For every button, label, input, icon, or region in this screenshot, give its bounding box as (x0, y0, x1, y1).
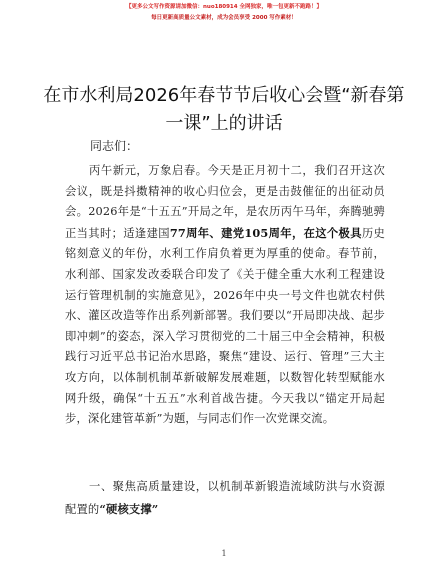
salutation: 同志们： (90, 139, 139, 153)
document-title: 在市水利局2026年春节节后收心会暨“新春第一课”上的讲话 (43, 85, 405, 134)
opening-text-1: 丙午新元，万象启春。今天是正月初十二，我们召开这次会议，既是抖擞精神的收心归位会，更是击鼓催征的出征动员会。2026年是“十五五”开局之年，是农历丙午马年，奔腾驰骋正当其时；适逢建国 (65, 164, 385, 240)
opening-text-2: 历史铭刻意义的年份，水利工作肩负着更为厚重的使命。春节前，水利部、国家发改委联合印发了《关于健全重大水利工程建设运行管理机制的实施意见》，2026年中央一号文件也就农村供水、灌区改造等作出系列新部署。我们要以“开局即决战、起步即冲刺”的姿态，深入学习贯彻党的二十届三中全会精神，积极践行习近平总书记治水思路，聚焦“建设、运行、管理”三大主攻方向，以体制机制革新破解发展难题，以数智化转型赋能水网升级，确保“十五五”水利首战告捷。今天我以“锚定开局起步，深化建管革新”为题，与同志们作一次党课交流。 (65, 226, 385, 426)
section-heading-text: 一、聚焦高质量建设，以机制革新锻造流域防洪与水资源配置的 (65, 480, 385, 516)
promo-banner-line1: 【更多公文写作资源请加微信：nuo180914 全网独家，唯一包更新不跑路！】 (126, 4, 322, 10)
promo-banner-line2: 每日更新高质量公文素材，成为会员享受 2000 写作素材！ (151, 15, 297, 21)
section-heading-1 (65, 476, 385, 521)
section-heading-bold: “硬核支撑” (99, 502, 159, 516)
page-number: 1 (221, 549, 227, 558)
opening-text-bold: 77周年、建党105周年，在这个极具 (169, 225, 362, 240)
opening-paragraph (65, 161, 385, 430)
